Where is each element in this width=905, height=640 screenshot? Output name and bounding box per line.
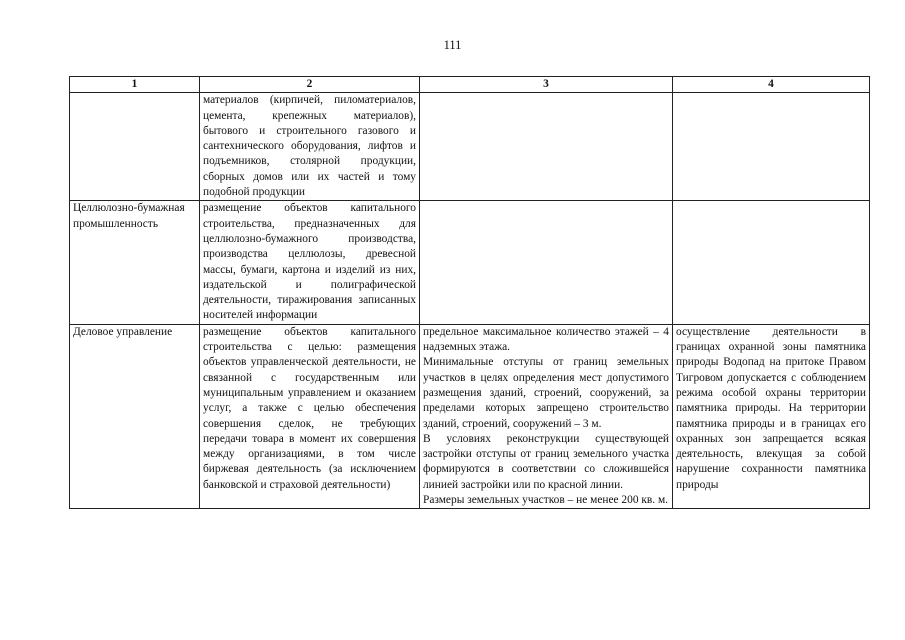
restrictions-text: осуществление деятельности в границах охранной зоны памятника природы Водопад на притоке Правом Тигровом допускается с соблюдением режима особой охраны территории памятника природы. На территории памятника природы и в границах его охранных зон запрещается всякая деятельность, влекущая за собой нарушение сохранности памятника природы <box>676 325 866 491</box>
parameter-paragraph: Размеры земельных участков – не менее 200 кв. м. <box>423 494 669 507</box>
description-cell <box>200 201 420 324</box>
restrictions-cell <box>673 324 870 509</box>
parameters-cell <box>420 201 673 324</box>
use-type-cell: Целлюлозно-бумажная промышленность <box>70 201 200 324</box>
column-header-1: 1 <box>70 77 200 93</box>
table-row <box>70 93 870 201</box>
table-row <box>70 324 870 509</box>
use-type-cell <box>70 93 200 201</box>
table-row <box>70 201 870 324</box>
description-cell <box>200 93 420 201</box>
description-text: размещение объектов капитального строительства, предназначенных для целлюлозно-бумажного производства, производства целлюлозы, древесной массы, бумаги, картона и изделий из них, издательской и полиграфической деятельности, тиражирования записанных носителей информации <box>203 202 416 322</box>
parameters-cell <box>420 324 673 509</box>
use-type-cell: Деловое управление <box>70 324 200 509</box>
column-header-3: 3 <box>420 77 673 93</box>
page-number: 111 <box>443 38 462 52</box>
parameter-paragraph: Минимальные отступы от границ земельных участков в целях определения мест допустимого размещения зданий, строений, сооружений, за пределами которых запрещено строительство зданий, строений, сооружений – 3 м. <box>423 356 669 430</box>
column-header-4: 4 <box>673 77 870 93</box>
restrictions-cell <box>673 93 870 201</box>
description-cell <box>200 324 420 509</box>
table-header-row <box>70 77 870 93</box>
description-text: размещение объектов капитального строительства с целью: размещения объектов управленческой деятельности, не связанной с государственным или муниципальным управлением и оказанием услуг, а также с целью обеспечения совершения сделок, не требующих передачи товара в момент их совершения между организациями, в том числе биржевая деятельность (за исключением банковской и страховой деятельности) <box>203 325 416 491</box>
regulations-table <box>69 76 870 509</box>
parameter-paragraph: В условиях реконструкции существующей застройки отступы от границ земельного участка формируются в соответствии со сложившейся линией застройки или по красной линии. <box>423 432 669 491</box>
restrictions-cell <box>673 201 870 324</box>
parameter-paragraph: предельное максимальное количество этажей – 4 надземных этажа. <box>423 325 669 354</box>
column-header-2: 2 <box>200 77 420 93</box>
description-text: материалов (кирпичей, пиломатериалов, цемента, крепежных материалов), бытового и строительного газового и сантехнического оборудования, лифтов и подъемников, столярной продукции, сборных домов или их частей и тому подобной продукции <box>203 94 416 199</box>
parameters-cell <box>420 93 673 201</box>
